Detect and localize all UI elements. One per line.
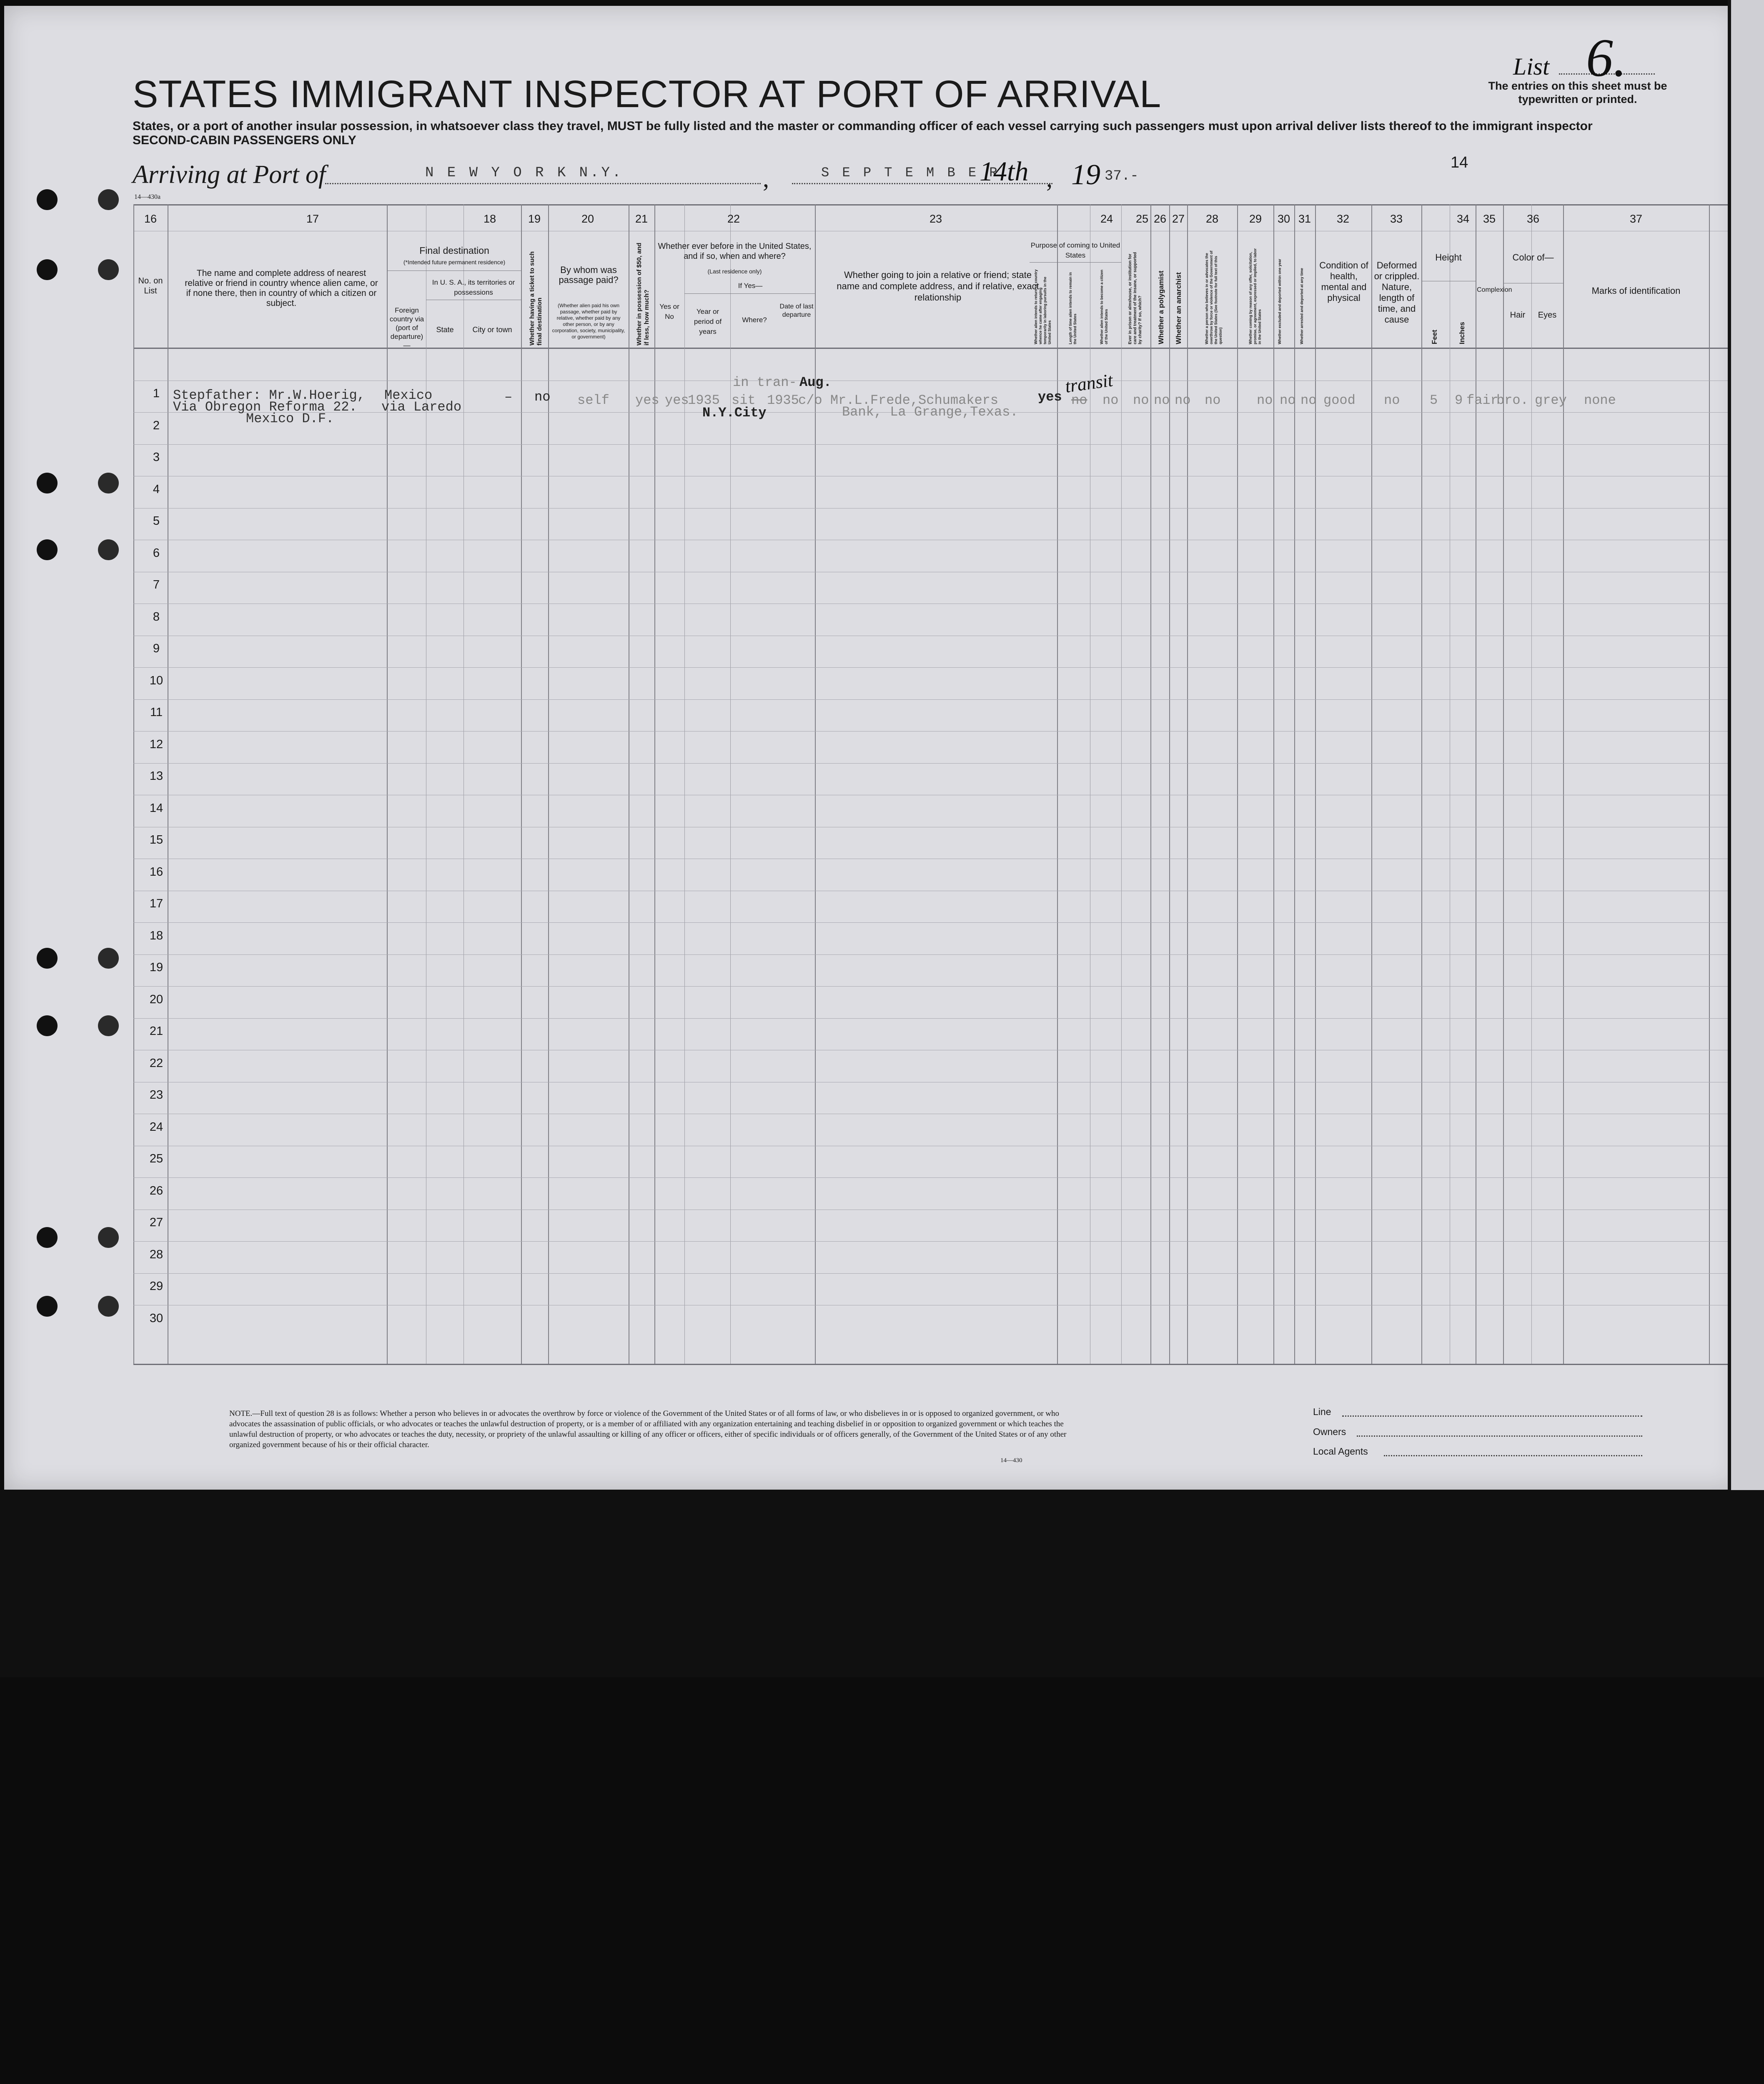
entry-marks: none <box>1584 393 1616 408</box>
header-fifty-dollars: Whether in possession of $50, and if less, how much? <box>636 243 650 346</box>
arriving-label: Arriving at Port of <box>133 160 326 189</box>
header-year: Year or period of years <box>694 308 722 336</box>
footnote-question-28: NOTE.—Full text of question 28 is as follows: Whether a person who believes in or advocates the overthrow by force or violence of the Government of the United States or of all forms of law, or who disbelieves in or is opposed to organized government, or who advocates the assassination of public officials, or who advocates or teaches the unlawful destruction of property, or is a member of or affiliated with any organization entertaining and teaching disbelief in or opposition to organized government or which teaches the unlawful destruction of property, or who advocates or teaches the duty, necessity, or propriety of the unlawful assaulting or killing of any officer or officers, either of specific individuals or of officers generally, of the Government of the United States or of any other organized government because of his or their official character. <box>229 1409 1067 1449</box>
entry-c25: no <box>1102 393 1119 408</box>
column-number: 19 <box>528 213 541 225</box>
header-eyes: Eyes <box>1538 311 1557 320</box>
header-purpose-length: Length of time alien intends to remain in the United States <box>1068 272 1077 344</box>
row-rule <box>133 699 1732 700</box>
row-number: 30 <box>149 1311 163 1325</box>
row-rule <box>133 986 1732 987</box>
header-anarchist: Whether an anarchist <box>1175 272 1183 344</box>
row-number: 2 <box>153 418 160 432</box>
entry-date: 1935 <box>767 393 799 408</box>
column-number: 37 <box>1629 213 1643 225</box>
row-number: 13 <box>149 769 163 783</box>
entry-where-bottom: N.Y.City <box>702 405 767 421</box>
row-number: 25 <box>149 1152 163 1165</box>
entry-health: good <box>1323 393 1356 408</box>
header-height: Height <box>1435 252 1462 263</box>
binder-hole <box>37 259 58 280</box>
row-number: 1 <box>153 387 160 400</box>
header-purpose: Purpose of coming to United States <box>1030 241 1120 259</box>
header-no-on-list: No. on List <box>138 276 163 296</box>
binder-hole <box>37 473 58 493</box>
column-number: 24 <box>1100 213 1113 225</box>
header-last-residence: (Last residence only) <box>707 268 762 275</box>
entry-deformed: no <box>1384 393 1400 408</box>
row-number: 5 <box>153 514 160 528</box>
list-label: List <box>1513 53 1550 80</box>
binder-hole <box>98 539 119 560</box>
header-complexion: Complexion <box>1477 286 1512 293</box>
row-number: 20 <box>149 992 163 1006</box>
adjacent-page-edge <box>1728 0 1764 1677</box>
entry-state: – <box>504 389 513 405</box>
column-number: 21 <box>635 213 648 225</box>
header-foreign-country: Foreign country via (port of departure)— <box>389 306 424 349</box>
binder-hole <box>37 539 58 560</box>
arrival-day: 14th <box>980 156 1029 187</box>
header-city: City or town <box>472 326 512 334</box>
header-deformed: Deformed or crippled. Nature, length of time, and cause <box>1374 260 1420 325</box>
column-number: 25 <box>1135 213 1149 225</box>
entry-foreign-country: Mexico <box>384 388 433 403</box>
year-prefix: 19 <box>1071 159 1100 191</box>
arrival-month: S E P T E M B E R <box>821 165 1000 180</box>
row-number: 27 <box>149 1216 163 1229</box>
row-number: 24 <box>149 1120 163 1134</box>
binder-hole <box>98 189 119 210</box>
entry-where-mid: sit <box>732 393 756 408</box>
row-number: 29 <box>149 1280 163 1293</box>
header-health: Condition of health, mental and physical <box>1319 260 1368 303</box>
entry-eyes: grey <box>1535 393 1567 408</box>
header-usa: In U. S. A., its territories or possessions <box>432 278 515 296</box>
entry-date-top: Aug. <box>799 375 832 390</box>
footer-line-label: Line <box>1313 1406 1331 1417</box>
header-arrested: Whether arrested and deported at any time <box>1300 268 1304 344</box>
entry-relative-line1: Stepfather: Mr.W.Hoerig, <box>173 388 365 403</box>
header-where: Where? <box>742 316 767 324</box>
row-number: 7 <box>153 578 160 591</box>
header-excluded: Whether excluded and deported within one year <box>1278 258 1282 344</box>
header-final-destination-sub: (*Intended future permanent residence) <box>403 259 506 266</box>
row-number: 12 <box>149 737 163 751</box>
entry-join-line2: Bank, La Grange,Texas. <box>842 404 1018 420</box>
header-state: State <box>436 326 454 334</box>
entry-c29: no <box>1205 393 1221 408</box>
entry-c26: no <box>1133 393 1149 408</box>
film-border <box>0 1490 1764 1677</box>
binder-hole <box>98 473 119 493</box>
binder-hole <box>37 1296 58 1317</box>
header-feet: Feet <box>1431 330 1438 344</box>
entry-relative-line3: Mexico D.F. <box>246 411 334 426</box>
column-number: 33 <box>1390 213 1403 225</box>
header-passage-paid: By whom was passage paid? <box>559 265 619 285</box>
row-number: 15 <box>149 833 163 847</box>
year-suffix: 37.- <box>1105 168 1139 184</box>
entry-where-top: in tran- <box>733 375 797 390</box>
entry-feet: 5 <box>1430 393 1438 408</box>
row-number: 16 <box>149 865 163 879</box>
binder-hole <box>37 189 58 210</box>
row-number: 21 <box>149 1024 163 1038</box>
arrival-port: N E W Y O R K N.Y. <box>425 165 624 181</box>
header-labor-offer: Whether coming by reason of any offer, solicitation, promise, or agreement, expressed or implied, to labor in the United States <box>1248 248 1262 344</box>
entry-purpose: yes <box>1038 389 1062 405</box>
column-number: 29 <box>1249 213 1262 225</box>
binder-hole <box>98 259 119 280</box>
header-overthrow: Whether a person who believes in or advocates the overthrow by force or violence of the Government of the United States (See footnote for full text of this question) <box>1205 250 1223 344</box>
row-number: 26 <box>149 1184 163 1197</box>
entry-purpose-handwritten: transit <box>1064 370 1114 397</box>
binder-hole <box>37 1015 58 1036</box>
column-number: 32 <box>1336 213 1350 225</box>
row-number: 18 <box>149 929 163 942</box>
binder-hole <box>98 1015 119 1036</box>
row-rule <box>133 1273 1732 1274</box>
row-number: 14 <box>149 801 163 815</box>
row-rule <box>133 763 1732 764</box>
header-inches: Inches <box>1458 322 1466 344</box>
column-number: 17 <box>306 213 319 225</box>
row-number: 11 <box>150 706 163 719</box>
entry-c31: no <box>1280 393 1296 408</box>
binder-hole <box>98 1296 119 1317</box>
entry-c31b: no <box>1300 393 1317 408</box>
entry-has-50: yes <box>635 393 659 408</box>
row-rule <box>133 954 1732 955</box>
row-rule <box>133 1018 1732 1019</box>
entry-relative-line2: Via Obregon Reforma 22. <box>173 399 357 415</box>
header-relative: The name and complete address of nearest relative or friend in country whence alien came, or if none there, then in country of which a citizen or subject. <box>185 268 378 308</box>
column-number: 30 <box>1277 213 1290 225</box>
form-number: 14—430 <box>1000 1457 1022 1464</box>
entry-inches: 9 <box>1455 393 1463 408</box>
header-if-yes: If Yes— <box>738 282 763 290</box>
row-number: 6 <box>153 546 160 560</box>
page-number: 14 <box>1451 154 1468 171</box>
column-number: 28 <box>1205 213 1219 225</box>
entry-hair: bro. <box>1496 393 1528 408</box>
column-number: 23 <box>929 213 942 225</box>
entry-purpose-struck: no <box>1071 393 1087 408</box>
column-number: 26 <box>1153 213 1167 225</box>
header-ticket: Whether having a ticket to such final destination <box>529 251 543 346</box>
row-number: 17 <box>149 897 163 910</box>
footer-agents-label: Local Agents <box>1313 1446 1368 1457</box>
entry-c30: no <box>1257 393 1273 408</box>
row-rule <box>133 444 1732 445</box>
column-number: 16 <box>144 213 157 225</box>
header-date-departure: Date of last departure <box>779 303 814 318</box>
row-number: 4 <box>153 482 160 496</box>
header-purpose-citizen: Whether alien intends to become a citizen of the United States <box>1100 269 1108 344</box>
row-rule <box>133 667 1732 668</box>
column-number: 35 <box>1483 213 1496 225</box>
row-number: 8 <box>153 610 160 624</box>
row-number: 28 <box>149 1247 163 1261</box>
header-join-relative: Whether going to join a relative or friend; state name and complete address, and if relative, exact relationship <box>837 270 1039 303</box>
row-number: 3 <box>153 451 160 464</box>
entry-c28: no <box>1175 393 1191 408</box>
footer-owners-label: Owners <box>1313 1426 1346 1437</box>
binder-hole <box>98 948 119 969</box>
entry-join-line1: c/o Mr.L.Frede,Schumakers <box>798 393 999 408</box>
entries-note: The entries on this sheet must be typewritten or printed. <box>1488 80 1667 105</box>
row-rule <box>133 1241 1732 1242</box>
header-color: Color of— <box>1512 252 1554 263</box>
form-code: 14—430a <box>134 193 161 200</box>
manifest-sheet: List 6. STATES IMMIGRANT INSPECTOR AT PORT OF ARRIVAL States, or a port of another insular possession, in whatsoever class they travel, MUST be fully listed and the master or commanding officer of each vessel carrying such passengers must upon arrival deliver lists thereof to the immigrant inspector SECOND-CABIN PASSENGERS ONLY The entries on this sheet must be typewritten or printed. 14 Arriving at Port of N E W Y O R K N.Y. , S E P T E M B E R 14th , 19 37.- 14—430a 16 17 18 19 20 21 22 23 24 25 26 27 28 29 30 31 32 33 34 35 36 37 No. on List The name and complete address of nearest relative or friend in country whence alien came, or if none there, then in country of which a citizen or subject. Final destination (*Intended future permanent residence) Foreign country via (port of departure)— In U. S. A., its territories or possessions State City or town Whether having a ticket to such final destination By whom was passage paid? (Whether alien paid his own passage, whether paid by relative, whether paid by any other person, or by any corporation, society, municipality, or government) Whether in possession of $50, and if less, how much? Whether ever before in the United States, and if so, when and where? (Last residence only) If Yes— Yes or No Year or period of years Where? Date of last departure Whether going to join a relative or friend; state name and complete address, and if relative, exact relationship Purpose of coming to United States Whether alien intends to return to country whence he came after engaging temporarily in laboring pursuits in the United States Length of time alien intends to remain in the United States Whether alien intends to become a citizen of the United States Ever in prison or almshouse, or institution for care and treatment of the insane, or supported by charity? If so, which? Whether a polygamist Whether an anarchist Whether a person who believes in or advocates the overthrow by force or violence of the Government of the United States (See footnote for full text of this question) Whether coming by reason of any offer, solicitation, promise, or agreement, expressed or implied, to labor in the United States Whether excluded and deported within one year Whether arrested and deported at any time Condition of health, mental and physical Deformed or crippled. Nature, length of time, and cause Height Feet Inches Complexion Color of— Hair Eyes Marks of identification 1 2 3 4 5 6 7 8 9 10 11 12 13 14 15 16 17 18 19 20 21 22 23 24 25 26 27 28 29 30 Stepfather: Mr.W.Hoerig, Via Obregon Reforma 22. Mexico D.F. Mexico via Laredo – no self yes yes 1935 in tran- sit N.Y.City Aug. 1935 c/o Mr.L.Frede,Schumakers Bank, La Grange,Texas. yes transit no no no no no no no no no good no 5 9 fair bro. grey none NOTE.—Full text of question 28 is as follows: Whether a person who believes in or advocates the overthrow by force or violence of the Government of the United States or of all forms of law, or who disbelieves in or is opposed to organized government, or who advocates the assassination of public officials, or who advocates or teaches the unlawful destruction of property, or is a member of or affiliated with any organization entertaining and teaching disbelief in or opposition to organized government or which teaches the unlawful destruction of property, or who advocates or teaches the duty, necessity, or propriety of the unlawful assaulting or killing of any officer or officers, either of specific individuals or of officers generally, of the Government of the United States or of any other organized government because of his or their official character. 14—430 Line Owners Local Agents <box>4 6 1738 1490</box>
list-number: 6. <box>1586 28 1627 88</box>
column-number: 31 <box>1298 213 1311 225</box>
binder-hole <box>37 1227 58 1248</box>
header-passage-paid-sub: (Whether alien paid his own passage, whether paid by relative, whether paid by any other person, or by any corporation, society, municipality, or government) <box>552 303 625 340</box>
entry-paid-by: self <box>577 393 609 408</box>
row-number: 19 <box>149 961 163 974</box>
column-number: 22 <box>727 213 740 225</box>
class-line: SECOND-CABIN PASSENGERS ONLY <box>133 133 356 147</box>
header-purpose-return: Whether alien intends to return to country whence he came after engaging temporarily in laboring pursuits in the United States <box>1034 269 1052 344</box>
header-prison: Ever in prison or almshouse, or institution for care and treatment of the insane, or supported by charity? If so, which? <box>1128 252 1143 344</box>
row-number: 10 <box>149 674 163 687</box>
entry-c27: no <box>1154 393 1170 408</box>
page-subtitle: States, or a port of another insular possession, in whatsoever class they travel, MUST be fully listed and the master or commanding officer of each vessel carrying such passengers must upon arrival deliver lists thereof to the immigrant inspector <box>133 119 1593 133</box>
column-number: 27 <box>1172 213 1185 225</box>
binder-hole <box>37 948 58 969</box>
row-number: 22 <box>149 1056 163 1070</box>
entry-before-in-us: yes <box>665 393 689 408</box>
row-rule <box>133 1177 1732 1178</box>
column-number: 18 <box>483 213 496 225</box>
header-final-destination: Final destination <box>419 245 489 256</box>
entry-complexion: fair <box>1466 393 1498 408</box>
header-hair: Hair <box>1510 311 1526 320</box>
header-marks: Marks of identification <box>1591 286 1681 296</box>
row-number: 9 <box>153 642 160 655</box>
column-number: 34 <box>1456 213 1470 225</box>
header-before-in-us: Whether ever before in the United States, and if so, when and where? <box>658 242 812 261</box>
page-title: STATES IMMIGRANT INSPECTOR AT PORT OF ARRIVAL <box>133 73 1162 115</box>
row-rule <box>133 922 1732 923</box>
header-yes-no: Yes or No <box>659 303 679 321</box>
column-number: 20 <box>581 213 594 225</box>
entry-year: 1935 <box>688 393 720 408</box>
entry-ticket: no <box>534 389 551 405</box>
column-number: 36 <box>1526 213 1540 225</box>
header-polygamist: Whether a polygamist <box>1157 271 1165 344</box>
row-number: 23 <box>149 1088 163 1102</box>
entry-foreign-port: via Laredo <box>381 399 462 415</box>
binder-hole <box>98 1227 119 1248</box>
